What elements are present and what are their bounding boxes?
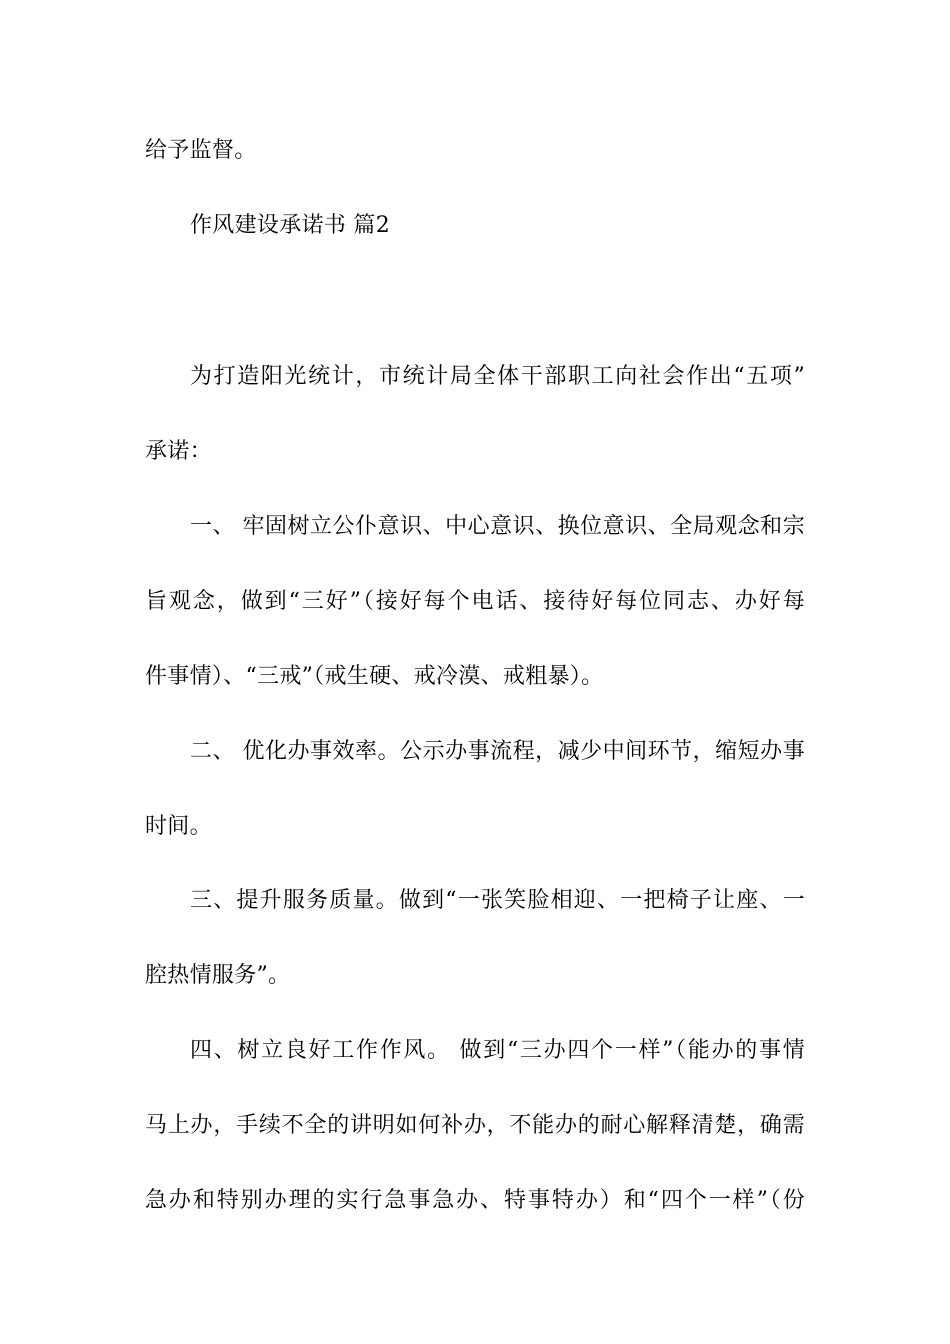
section-heading: 作风建设承诺书 篇2 (190, 213, 390, 238)
text-line-continuation: 给予监督。 (145, 138, 257, 163)
item-two-line-2: 时间。 (145, 814, 212, 839)
item-three-line-1: 三、提升服务质量。做到“一张笑脸相迎、一把椅子让座、一 (190, 888, 805, 913)
item-four-line-1: 四、树立良好工作作风。 做到“三办四个一样”（能办的事情 (190, 1038, 805, 1063)
item-one-line-2: 旨观念，做到“三好”（接好每个电话、接待好每位同志、办好每 (145, 589, 805, 614)
item-two-line-1: 二、 优化办事效率。公示办事流程，减少中间环节，缩短办事 (190, 739, 805, 764)
item-four-line-3: 急办和特别办理的实行急事急办、特事特办）和“四个一样”（份 (145, 1188, 805, 1213)
item-four-line-2: 马上办，手续不全的讲明如何补办，不能办的耐心解释清楚，确需 (145, 1113, 805, 1138)
item-three-line-2: 腔热情服务”。 (145, 963, 291, 988)
paragraph-intro-line-1: 为打造阳光统计，市统计局全体干部职工向社会作出“五项” (190, 364, 805, 389)
item-one-line-1: 一、 牢固树立公仆意识、中心意识、换位意识、全局观念和宗 (190, 514, 805, 539)
paragraph-intro-line-2: 承诺： (145, 439, 212, 464)
item-one-line-3: 件事情）、“三戒”（戒生硬、戒冷漠、戒粗暴）。 (145, 664, 604, 689)
